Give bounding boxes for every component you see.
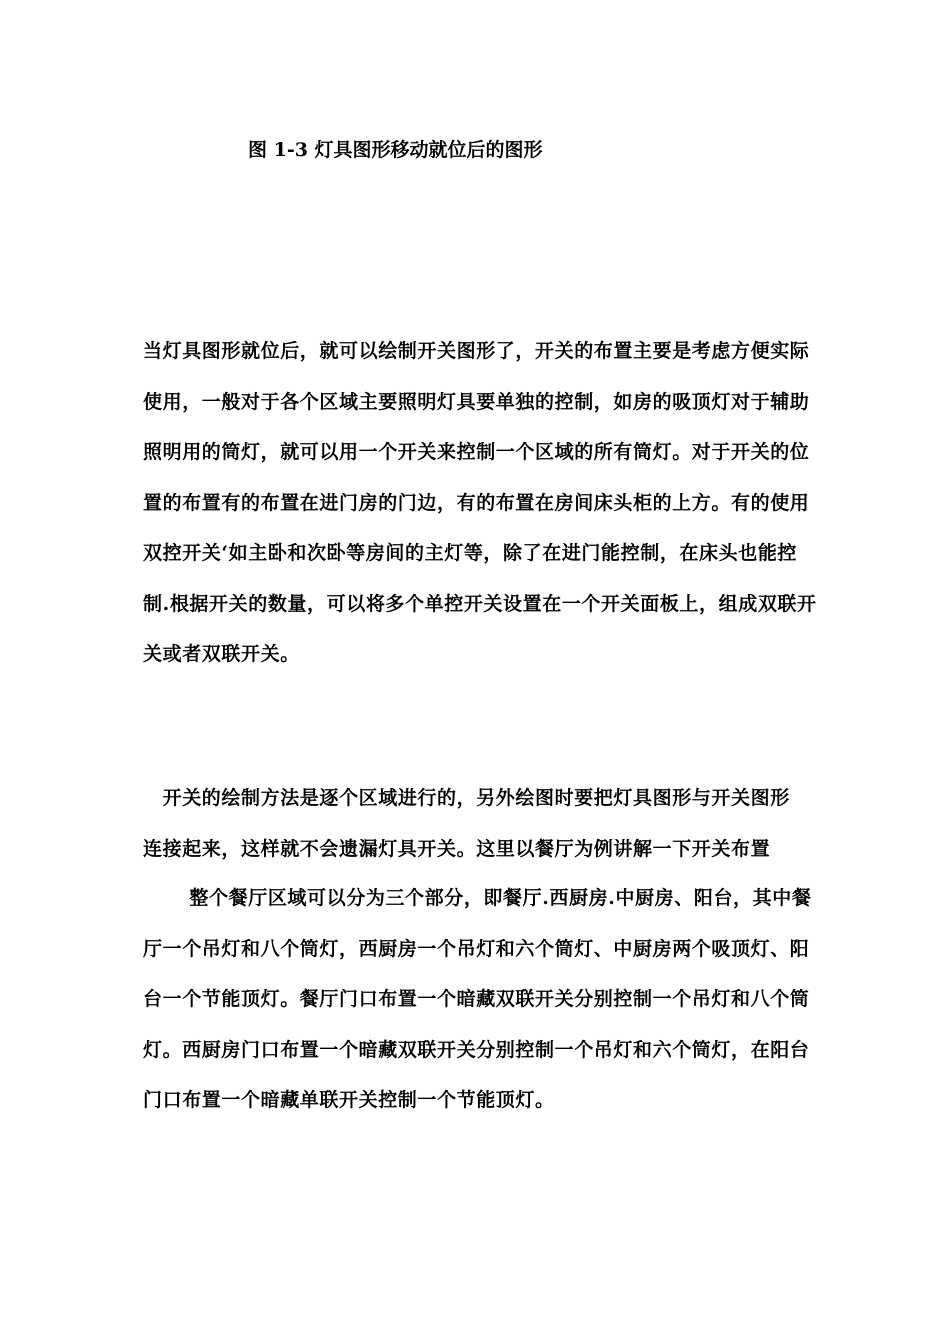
- paragraph-line: 灯。西厨房门口布置一个暗藏双联开关分别控制一个吊灯和六个筒灯，在阳台: [143, 1038, 810, 1061]
- paragraph-drawing-method: [143, 773, 807, 874]
- paragraph-line: 关或者双联开关。: [143, 643, 300, 665]
- paragraph-line: 使用，一般对于各个区域主要照明灯具要单独的控制，如房的吸顶灯对于辅助: [143, 390, 810, 413]
- paragraph-line: 当灯具图形就位后，就可以绘制开关图形了，开关的布置主要是考虑方便实际: [143, 340, 810, 362]
- figure-caption: 图 1-3 灯具图形移动就位后的图形: [248, 139, 543, 161]
- paragraph-line: 开关的绘制方法是逐个区域进行的，另外绘图时要把灯具图形与开关图形: [143, 787, 790, 809]
- paragraph-line: 厅一个吊灯和八个筒灯，西厨房一个吊灯和六个筒灯、中厨房两个吸顶灯、阳: [143, 937, 810, 960]
- paragraph-line: 门口布置一个暗藏单联开关控制一个节能顶灯。: [143, 1089, 555, 1111]
- paragraph-dining-area: [143, 873, 812, 1126]
- paragraph-line: 照明用的筒灯，就可以用一个开关来控制一个区域的所有筒灯。对于开关的位: [143, 441, 810, 463]
- paragraph-line: 台一个节能顶灯。餐厅门口布置一个暗藏双联开关分别控制一个吊灯和八个筒: [143, 988, 810, 1010]
- paragraph-line: 置的布置有的布置在进门房的门边，有的布置在房间床头柜的上方。有的使用: [143, 491, 810, 514]
- paragraph-line: 连接起来，这样就不会遗漏灯具开关。这里以餐厅为例讲解一下开关布置: [143, 837, 771, 860]
- paragraph-switch-layout: [143, 326, 817, 680]
- paragraph-line: 制.根据开关的数量，可以将多个单控开关设置在一个开关面板上，组成双联开: [143, 592, 817, 615]
- paragraph-line: 双控开关‘如主卧和次卧等房间的主灯等，除了在进门能控制，在床头也能控: [143, 542, 798, 564]
- paragraph-line: 整个餐厅区域可以分为三个部分，即餐厅.西厨房.中厨房、阳台，其中餐: [143, 887, 812, 909]
